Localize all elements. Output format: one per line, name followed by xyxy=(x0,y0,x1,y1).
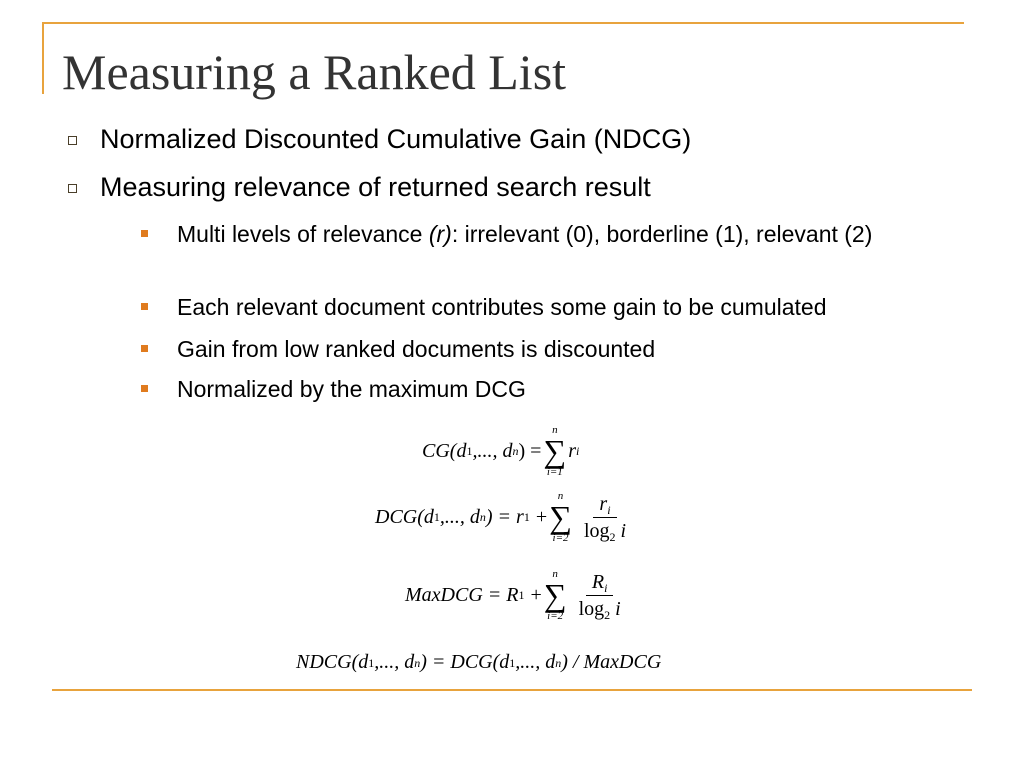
fraction: $\frac{r_i}{\log_2 i}$ xyxy=(583,492,627,544)
bullet-measuring-relevance xyxy=(100,170,651,204)
sub-bullet-text: Each relevant document contributes some gain to be cumulated xyxy=(177,294,827,320)
sub-bullet-relevance-levels xyxy=(177,219,997,249)
summation-icon: n ∑ i=2 xyxy=(543,568,567,622)
sub-bullet-text-cont: : irrelevant (0), borderline (1), relevant (2) xyxy=(451,221,873,247)
relevance-variable: (r) xyxy=(428,221,452,247)
sub-bullet-gain-cumulated xyxy=(177,292,997,322)
filled-square-bullet-icon xyxy=(141,345,148,352)
sub-bullet-text: Gain from low ranked documents is discounted xyxy=(177,336,656,362)
formula-dcg: DCG(d 1 ,..., d n ) = r 1 + n ∑ i=2 $\frac{r_i}{\log_2 i}$ xyxy=(375,490,632,544)
summation-icon: n ∑ i=2 xyxy=(549,490,572,544)
filled-square-bullet-icon xyxy=(141,303,148,310)
hollow-square-bullet-icon xyxy=(68,184,77,193)
formula-cg: CG(d 1 ,..., d n ) = n ∑ i=1 r i xyxy=(422,424,580,478)
frame-bottom-rule xyxy=(52,689,972,691)
frame-left-rule xyxy=(42,22,44,94)
bullet-ndcg xyxy=(100,122,691,156)
summation-icon: n ∑ i=1 xyxy=(543,424,567,478)
filled-square-bullet-icon xyxy=(141,230,148,237)
sub-bullet-gain-discounted xyxy=(177,334,997,364)
formula-maxdcg: MaxDCG = R 1 + n ∑ i=2 $\frac{R_i}{\log_2 i}$ xyxy=(405,568,627,622)
sub-bullet-text: Multi levels of relevance xyxy=(177,221,429,247)
fraction: $\frac{R_i}{\log_2 i}$ xyxy=(578,570,621,622)
bullet-text: Normalized Discounted Cumulative Gain (NDCG) xyxy=(100,124,692,154)
bullet-text: Measuring relevance of returned search result xyxy=(100,172,651,202)
frame-top-rule xyxy=(42,22,964,24)
filled-square-bullet-icon xyxy=(141,385,148,392)
sub-bullet-text: Normalized by the maximum DCG xyxy=(177,376,526,402)
sub-bullet-normalized xyxy=(177,374,997,404)
hollow-square-bullet-icon xyxy=(68,136,77,145)
formula-ndcg: NDCG(d 1 ,..., d n ) = DCG(d 1 ,..., d n ) / MaxDCG xyxy=(296,651,662,673)
slide-title: Measuring a Ranked List xyxy=(62,44,567,100)
